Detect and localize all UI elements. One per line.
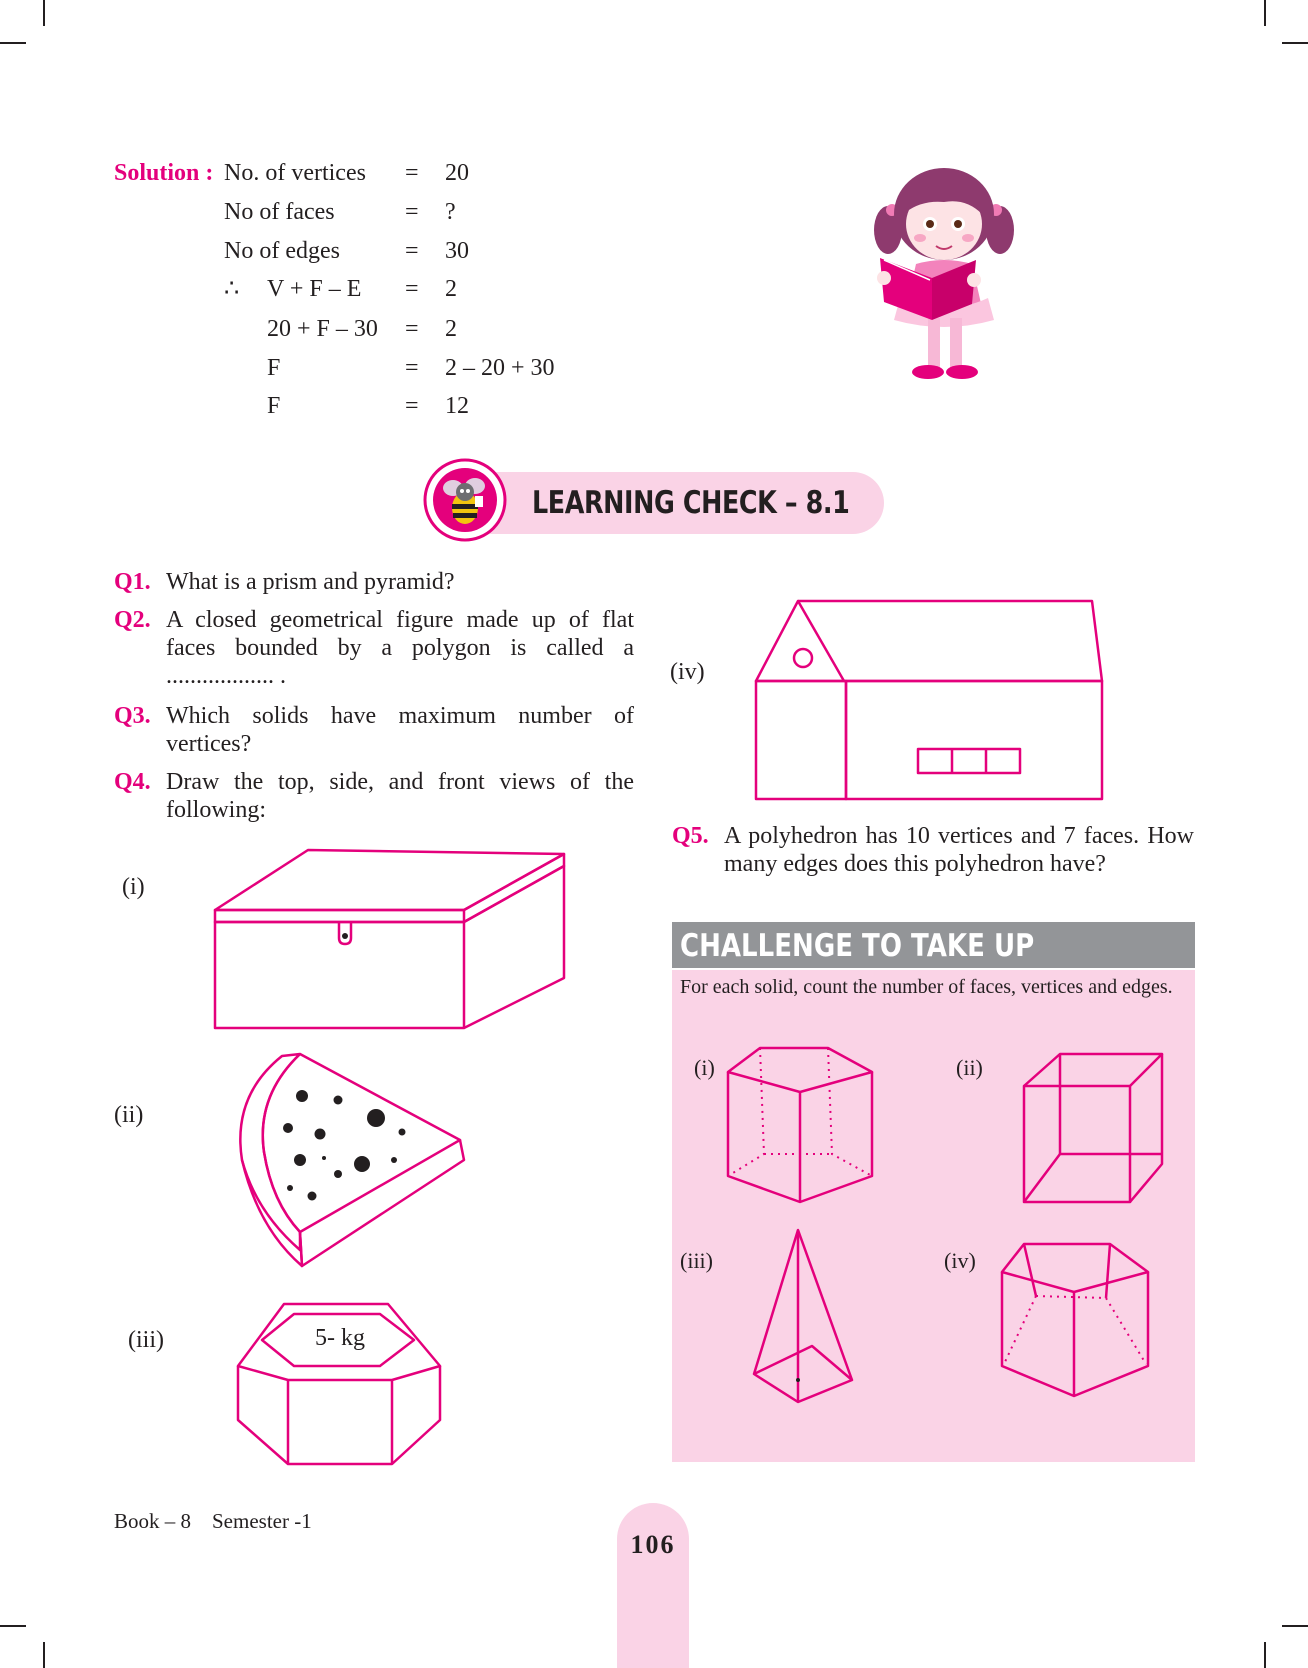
- question-number: Q4.: [114, 769, 151, 795]
- figure-label: (ii): [114, 1102, 144, 1128]
- hexagonal-frustum-figure: [1000, 1240, 1150, 1398]
- solution-value: ?: [445, 199, 456, 225]
- question-text: A polyhedron has 10 vertices and 7 faces. How many edges does this polyhedron have?: [724, 823, 1194, 877]
- question-5: [672, 822, 1194, 878]
- solution-left: No. of vertices: [224, 160, 366, 186]
- page-number: 106: [630, 1530, 676, 1559]
- solution-row: [114, 391, 714, 421]
- solution-value: 2: [445, 276, 457, 302]
- solution-left: 20 + F – 30: [267, 316, 378, 342]
- question-text: Draw the top, side, and front views of the following:: [166, 769, 634, 823]
- cube-figure: [1022, 1052, 1164, 1204]
- challenge-label: (ii): [956, 1055, 983, 1080]
- solution-equals: =: [405, 276, 419, 302]
- crop-mark: [1282, 42, 1308, 44]
- therefore-symbol: ∴: [224, 276, 240, 302]
- challenge-instructions: For each solid, count the number of faces, vertices and edges.: [680, 976, 1173, 998]
- solution-row: [114, 197, 714, 227]
- house-figure: [754, 599, 1104, 802]
- question-text: What is a prism and pyramid?: [166, 569, 455, 595]
- crop-mark: [1264, 0, 1266, 26]
- solution-value: 2: [445, 316, 457, 342]
- solution-equals: =: [405, 316, 419, 342]
- question-text: A closed geometrical figure made up of flat faces bounded by a polygon is called a .................. .: [166, 607, 634, 689]
- weight-label: 5- kg: [315, 1325, 365, 1351]
- solution-value: 30: [445, 238, 469, 264]
- question-2: [114, 606, 634, 690]
- box-figure: [212, 848, 568, 1030]
- solution-left: No of faces: [224, 199, 335, 225]
- crop-mark: [1282, 1625, 1308, 1627]
- solution-row: [114, 353, 714, 383]
- figure-label: (i): [122, 874, 145, 900]
- crop-mark: [43, 0, 45, 26]
- solution-equals: =: [405, 238, 419, 264]
- challenge-title: CHALLENGE TO TAKE UP: [680, 928, 1035, 964]
- question-number: Q1.: [114, 569, 151, 595]
- question-4: [114, 768, 634, 824]
- solution-equals: =: [405, 355, 419, 381]
- crop-mark: [43, 1642, 45, 1668]
- solution-equals: =: [405, 199, 419, 225]
- solution-left: F: [267, 393, 281, 419]
- crop-mark: [0, 42, 26, 44]
- figure-label: (iv): [670, 659, 705, 685]
- bee-mascot-icon: [423, 458, 507, 542]
- question-3: [114, 702, 634, 758]
- challenge-label: (iii): [680, 1248, 713, 1273]
- solution-equals: =: [405, 393, 419, 419]
- solution-left: F: [267, 355, 281, 381]
- solution-equals: =: [405, 160, 419, 186]
- page-number-tab: [617, 1503, 689, 1668]
- solution-left: No of edges: [224, 238, 340, 264]
- question-number: Q3.: [114, 703, 151, 729]
- figure-label: (iii): [128, 1327, 164, 1353]
- crop-mark: [1264, 1642, 1266, 1668]
- challenge-label: (i): [694, 1055, 715, 1080]
- question-1: [114, 568, 634, 596]
- crop-mark: [0, 1625, 26, 1627]
- solution-value: 20: [445, 160, 469, 186]
- cheese-wedge-figure: [238, 1052, 470, 1270]
- hexagonal-prism-figure: [726, 1046, 874, 1204]
- question-number: Q5.: [672, 823, 709, 849]
- solution-row: [114, 314, 714, 344]
- girl-reading-illustration: [870, 168, 1020, 400]
- footer-book-info: Book – 8 Semester -1: [114, 1509, 312, 1533]
- pyramid-figure: [752, 1228, 854, 1404]
- solution-value: 2 – 20 + 30: [445, 355, 555, 381]
- learning-check-title: LEARNING CHECK – 8.1: [532, 485, 850, 521]
- solution-value: 12: [445, 393, 469, 419]
- solution-row: [114, 274, 714, 304]
- solution-row: [114, 236, 714, 266]
- solution-left: V + F – E: [267, 276, 362, 302]
- question-number: Q2.: [114, 607, 151, 633]
- solution-row: [114, 158, 469, 188]
- question-text: Which solids have maximum number of vertices?: [166, 703, 634, 757]
- challenge-label: (iv): [944, 1248, 976, 1273]
- solution-label: Solution :: [114, 160, 214, 186]
